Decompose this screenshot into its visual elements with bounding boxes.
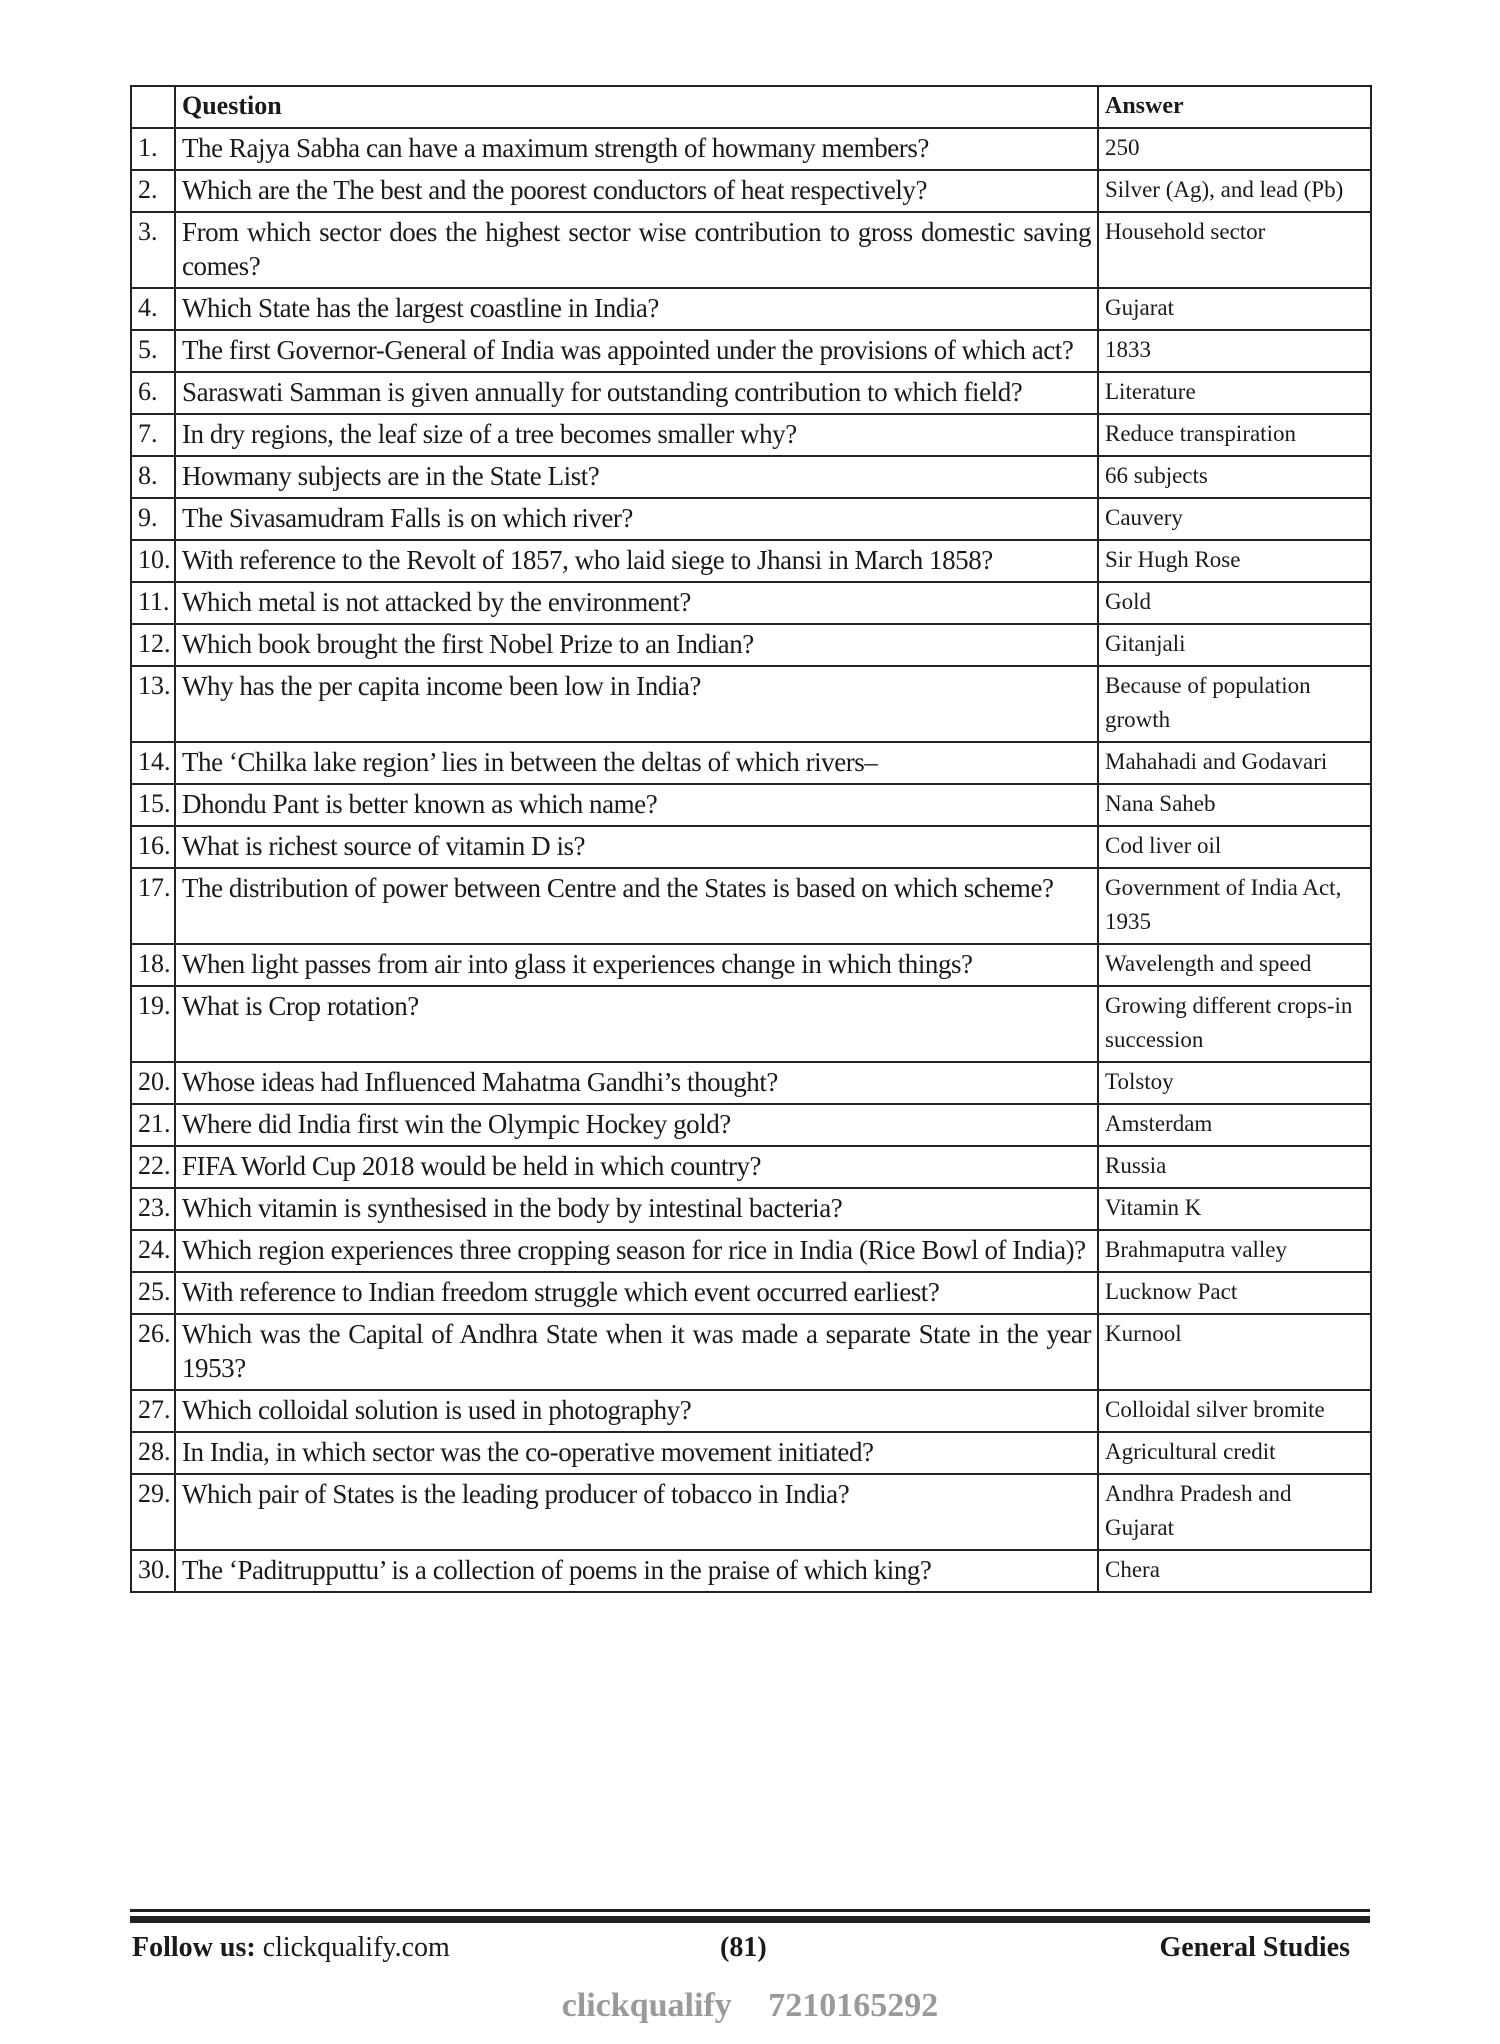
watermark: [130, 1986, 1370, 2026]
table-row: [131, 1390, 1371, 1432]
footer-rule-thick: [130, 1916, 1370, 1923]
row-number: 5.: [131, 330, 175, 372]
row-question: Which pair of States is the leading producer of tobacco in India?: [175, 1474, 1098, 1550]
header-answer: Answer: [1098, 86, 1371, 128]
row-question: Where did India first win the Olympic Hockey gold?: [175, 1104, 1098, 1146]
row-question: From which sector does the highest sector wise contribution to gross domestic saving comes?: [175, 212, 1098, 288]
row-number: 10.: [131, 540, 175, 582]
row-answer: 250: [1098, 128, 1371, 170]
row-question: The Rajya Sabha can have a maximum strength of howmany members?: [175, 128, 1098, 170]
row-answer: 66 subjects: [1098, 456, 1371, 498]
table-row: [131, 330, 1371, 372]
row-number: 24.: [131, 1230, 175, 1272]
row-answer: Literature: [1098, 372, 1371, 414]
table-row: [131, 1272, 1371, 1314]
row-number: 19.: [131, 986, 175, 1062]
table-row: [131, 1550, 1371, 1592]
row-answer: Cauvery: [1098, 498, 1371, 540]
row-answer: Growing different crops-in succession: [1098, 986, 1371, 1062]
table-row: [131, 288, 1371, 330]
row-question: Which metal is not attacked by the environment?: [175, 582, 1098, 624]
row-answer: Kurnool: [1098, 1314, 1371, 1390]
row-number: 27.: [131, 1390, 175, 1432]
row-number: 12.: [131, 624, 175, 666]
table-row: [131, 1146, 1371, 1188]
row-number: 28.: [131, 1432, 175, 1474]
table-row: [131, 128, 1371, 170]
row-number: 2.: [131, 170, 175, 212]
row-question: The ‘Paditrupputtu’ is a collection of poems in the praise of which king?: [175, 1550, 1098, 1592]
table-row: [131, 456, 1371, 498]
row-number: 23.: [131, 1188, 175, 1230]
page-footer: [130, 1932, 1350, 1972]
row-number: 16.: [131, 826, 175, 868]
row-number: 8.: [131, 456, 175, 498]
row-number: 25.: [131, 1272, 175, 1314]
row-answer: Colloidal silver bromite: [1098, 1390, 1371, 1432]
row-number: 1.: [131, 128, 175, 170]
row-number: 11.: [131, 582, 175, 624]
row-question: With reference to Indian freedom struggle which event occurred earliest?: [175, 1272, 1098, 1314]
row-question: With reference to the Revolt of 1857, who laid siege to Jhansi in March 1858?: [175, 540, 1098, 582]
row-question: What is Crop rotation?: [175, 986, 1098, 1062]
row-question: Why has the per capita income been low in India?: [175, 666, 1098, 742]
table-row: [131, 1104, 1371, 1146]
table-row: [131, 868, 1371, 944]
table-row: [131, 666, 1371, 742]
row-answer: Agricultural credit: [1098, 1432, 1371, 1474]
row-question: The distribution of power between Centre and the States is based on which scheme?: [175, 868, 1098, 944]
row-question: When light passes from air into glass it experiences change in which things?: [175, 944, 1098, 986]
row-question: Which are the The best and the poorest conductors of heat respectively?: [175, 170, 1098, 212]
row-answer: Russia: [1098, 1146, 1371, 1188]
watermark-line-2: 7210165292: [768, 1987, 939, 2024]
row-answer: Vitamin K: [1098, 1188, 1371, 1230]
footer-follow-site: clickqualify.com: [262, 1932, 450, 1963]
row-number: 20.: [131, 1062, 175, 1104]
row-question: Which was the Capital of Andhra State when it was made a separate State in the year 1953?: [175, 1314, 1098, 1390]
row-question: Which State has the largest coastline in India?: [175, 288, 1098, 330]
row-answer: Andhra Pradesh and Gujarat: [1098, 1474, 1371, 1550]
row-answer: Sir Hugh Rose: [1098, 540, 1371, 582]
row-number: 30.: [131, 1550, 175, 1592]
row-answer: Mahahadi and Godavari: [1098, 742, 1371, 784]
table-row: [131, 414, 1371, 456]
table-row: [131, 742, 1371, 784]
row-number: 22.: [131, 1146, 175, 1188]
row-question: Which book brought the first Nobel Prize to an Indian?: [175, 624, 1098, 666]
table-row: [131, 826, 1371, 868]
row-answer: Wavelength and speed: [1098, 944, 1371, 986]
row-answer: Household sector: [1098, 212, 1371, 288]
row-question: Which vitamin is synthesised in the body by intestinal bacteria?: [175, 1188, 1098, 1230]
table-row: [131, 1062, 1371, 1104]
table-row: [131, 372, 1371, 414]
row-answer: Government of India Act, 1935: [1098, 868, 1371, 944]
row-question: Which colloidal solution is used in photography?: [175, 1390, 1098, 1432]
row-answer: 1833: [1098, 330, 1371, 372]
row-question: Dhondu Pant is better known as which name?: [175, 784, 1098, 826]
row-answer: Brahmaputra valley: [1098, 1230, 1371, 1272]
table-row: [131, 1314, 1371, 1390]
table-header-row: [131, 86, 1371, 128]
question-answer-table: [130, 85, 1372, 1593]
footer-rules: [130, 1909, 1370, 1923]
row-number: 21.: [131, 1104, 175, 1146]
row-answer: Tolstoy: [1098, 1062, 1371, 1104]
row-number: 26.: [131, 1314, 175, 1390]
row-question: The Sivasamudram Falls is on which river?: [175, 498, 1098, 540]
row-answer: Nana Saheb: [1098, 784, 1371, 826]
row-number: 15.: [131, 784, 175, 826]
table-row: [131, 1188, 1371, 1230]
row-question: What is richest source of vitamin D is?: [175, 826, 1098, 868]
row-answer: Amsterdam: [1098, 1104, 1371, 1146]
table-row: [131, 170, 1371, 212]
row-number: 17.: [131, 868, 175, 944]
footer-subject: General Studies: [1159, 1932, 1350, 1963]
table-row: [131, 582, 1371, 624]
row-answer: Chera: [1098, 1550, 1371, 1592]
row-number: 13.: [131, 666, 175, 742]
watermark-line-1: clickqualify: [561, 1987, 732, 2024]
row-question: Which region experiences three cropping season for rice in India (Rice Bowl of India)?: [175, 1230, 1098, 1272]
row-question: FIFA World Cup 2018 would be held in which country?: [175, 1146, 1098, 1188]
table-row: [131, 784, 1371, 826]
table-row: [131, 944, 1371, 986]
table-row: [131, 986, 1371, 1062]
row-number: 7.: [131, 414, 175, 456]
row-question: Whose ideas had Influenced Mahatma Gandhi’s thought?: [175, 1062, 1098, 1104]
row-question: Saraswati Samman is given annually for outstanding contribution to which field?: [175, 372, 1098, 414]
row-number: 14.: [131, 742, 175, 784]
row-answer: Lucknow Pact: [1098, 1272, 1371, 1314]
row-answer: Because of population growth: [1098, 666, 1371, 742]
row-number: 29.: [131, 1474, 175, 1550]
row-question: Howmany subjects are in the State List?: [175, 456, 1098, 498]
table-row: [131, 1474, 1371, 1550]
footer-follow: [132, 1932, 450, 1964]
table-row: [131, 624, 1371, 666]
table-row: [131, 498, 1371, 540]
row-question: The ‘Chilka lake region’ lies in between the deltas of which rivers–: [175, 742, 1098, 784]
spacer: [130, 1593, 1370, 1909]
header-number: [131, 86, 175, 128]
footer-follow-label: Follow us:: [132, 1932, 256, 1963]
row-answer: Reduce transpiration: [1098, 414, 1371, 456]
row-question: In dry regions, the leaf size of a tree becomes smaller why?: [175, 414, 1098, 456]
page-number: (81): [720, 1932, 767, 1963]
row-question: In India, in which sector was the co-operative movement initiated?: [175, 1432, 1098, 1474]
row-answer: Gitanjali: [1098, 624, 1371, 666]
table-row: [131, 212, 1371, 288]
row-question: The first Governor-General of India was appointed under the provisions of which act?: [175, 330, 1098, 372]
header-question: Question: [175, 86, 1098, 128]
table-row: [131, 1432, 1371, 1474]
footer-rule-thin: [130, 1909, 1370, 1912]
row-answer: Gold: [1098, 582, 1371, 624]
row-answer: Silver (Ag), and lead (Pb): [1098, 170, 1371, 212]
row-number: 6.: [131, 372, 175, 414]
row-answer: Cod liver oil: [1098, 826, 1371, 868]
row-number: 3.: [131, 212, 175, 288]
table-row: [131, 1230, 1371, 1272]
table-row: [131, 540, 1371, 582]
row-number: 4.: [131, 288, 175, 330]
row-number: 9.: [131, 498, 175, 540]
row-answer: Gujarat: [1098, 288, 1371, 330]
row-number: 18.: [131, 944, 175, 986]
